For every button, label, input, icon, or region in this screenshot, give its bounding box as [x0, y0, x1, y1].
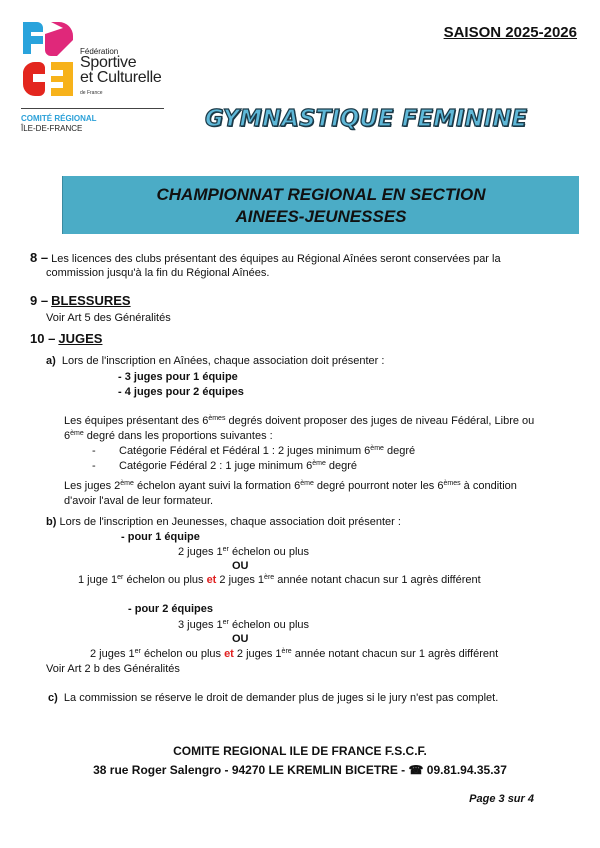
logo-comite: COMITÉ RÉGIONAL: [21, 114, 97, 123]
page-number: Page 3 sur 4: [469, 793, 534, 805]
sub-a-item: - 4 juges pour 2 équipes: [118, 386, 244, 398]
sub-a-para4: d'avoir l'aval de leur formateur.: [64, 495, 214, 507]
logo-name-line2: et Culturelle: [80, 69, 162, 86]
sub-b-intro-text: Lors de l'inscription en Jeunesses, chaque association doit présenter :: [59, 516, 401, 528]
fscf-logo-icon: [21, 20, 75, 100]
sub-b-label: b): [46, 516, 57, 528]
team2-option1: 3 juges 1er échelon ou plus: [178, 619, 310, 631]
logo-blue-shape: [23, 22, 43, 54]
footer-org: COMITE REGIONAL ILE DE FRANCE F.S.C.F.: [173, 744, 427, 758]
logo-region: ÎLE-DE-FRANCE: [21, 124, 83, 133]
footer-address-text: 38 rue Roger Salengro - 94270 LE KREMLIN BICETRE -: [93, 763, 409, 777]
logo-de-france: de France: [80, 90, 103, 96]
sub-c: [48, 691, 498, 705]
sub-a-item: - 3 juges pour 1 équipe: [118, 371, 238, 383]
sub-a-para1: Les équipes présentant des 6èmes degrés doivent proposer des juges de niveau Fédéral, Libre ou: [64, 415, 535, 427]
sub-a-label: a): [46, 355, 56, 367]
team2-option2: 2 juges 1er échelon ou plus et 2 juges 1ère année notant chacun sur 1 agrès différent: [90, 648, 499, 660]
season-label: SAISON 2025-2026: [443, 24, 577, 41]
sub-a-para3: Les juges 2ème échelon ayant suivi la formation 6ème degré pourront noter les 6èmes à condition: [64, 480, 517, 492]
banner-line1: CHAMPIONNAT REGIONAL EN SECTION: [156, 185, 486, 204]
discipline-title: GYMNASTIQUE FEMININE: [205, 106, 528, 132]
logo-name-line1: Sportive: [80, 54, 137, 71]
team1-title: - pour 1 équipe: [121, 531, 200, 543]
sub-b-reference: Voir Art 2 b des Généralités: [46, 663, 180, 675]
team1-option1: 2 juges 1er échelon ou plus: [178, 546, 310, 558]
team2-title: - pour 2 équipes: [128, 603, 213, 615]
sub-c-text: La commission se réserve le droit de demander plus de juges si le jury n'est pas complet.: [63, 692, 499, 704]
sub-a-bullet: - Catégorie Fédéral et Fédéral 1 : 2 juges minimum 6ème degré: [92, 445, 416, 457]
section-9-text: Voir Art 5 des Généralités: [46, 312, 171, 324]
team1-or: OU: [232, 560, 249, 572]
sub-a-bullet: - Catégorie Fédéral 2 : 1 juge minimum 6ème degré: [92, 460, 358, 472]
logo-yellow-shape: [51, 62, 73, 96]
section-8-number: 8 –: [30, 250, 49, 265]
logo-federation: Fédération: [80, 47, 119, 56]
section-8-text2: commission jusqu'à la fin du Régional Aînées.: [46, 267, 270, 279]
phone-icon: ☎: [408, 763, 424, 777]
sub-a-intro: [46, 354, 384, 368]
section-10-heading: [30, 332, 102, 347]
team2-or: OU: [232, 633, 249, 645]
section-9-number: 9 –: [30, 293, 49, 308]
team1-option2: 1 juge 1er échelon ou plus et 2 juges 1ère année notant chacun sur 1 agrès différent: [78, 574, 481, 586]
championship-banner: [62, 176, 579, 234]
sub-c-label: c): [48, 692, 58, 704]
sub-a-intro-text: Lors de l'inscription en Aînées, chaque association doit présenter :: [61, 355, 385, 367]
section-9-title: BLESSURES: [51, 293, 131, 308]
section-10-number: 10 –: [30, 331, 56, 346]
logo-divider: [21, 108, 164, 109]
section-8: [30, 251, 501, 266]
logo-name: [80, 55, 161, 85]
sub-b-intro: [46, 515, 401, 529]
sub-a-para2: 6ème degré dans les proportions suivantes :: [64, 430, 273, 442]
section-8-text1: Les licences des clubs présentant des équipes au Régional Aînées seront conservées par la: [51, 253, 501, 265]
section-9-heading: [30, 294, 131, 309]
logo-red-shape: [23, 62, 45, 96]
section-10-title: JUGES: [58, 331, 103, 346]
footer-phone: 09.81.94.35.37: [423, 763, 507, 777]
banner-line2: AINEES-JEUNESSES: [235, 207, 407, 226]
logo-magenta-shape: [45, 22, 73, 56]
footer-address: [0, 763, 600, 777]
